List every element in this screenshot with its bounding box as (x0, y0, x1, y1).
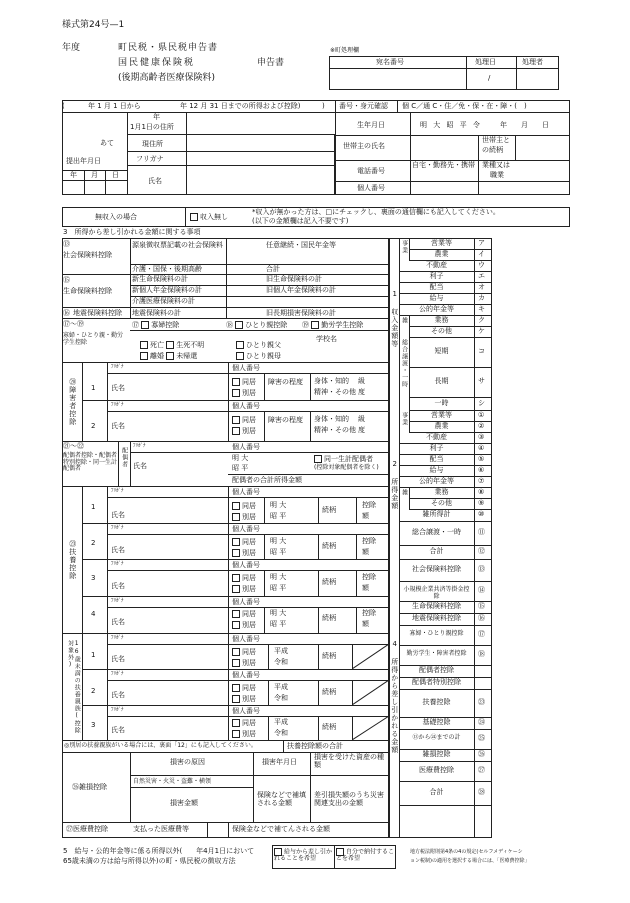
row-number: ③ (478, 432, 485, 441)
row-divider (409, 397, 492, 398)
title-line2b: 申告書 (257, 58, 285, 68)
nendo-label: 年度 (62, 43, 81, 53)
shotoku-row: 配当 (429, 454, 444, 463)
row-divider (399, 559, 492, 560)
school-label: 学校名 (316, 335, 337, 343)
row-number: ケ (478, 326, 485, 335)
income-row: その他 (431, 326, 452, 335)
shotoku-row: 営業等 (431, 410, 452, 419)
income-row: 配当 (429, 282, 444, 291)
row-number: カ (478, 293, 485, 302)
deduction-row: 配偶者控除 (419, 666, 454, 674)
footer-s5: 5 給与・公的年金等に係る所得以外( 年4月1日において (63, 847, 255, 855)
address-field[interactable] (186, 134, 335, 195)
disability-label: ⑳障害者控除 (68, 378, 77, 426)
section2-label: 2 所得金額 (390, 460, 399, 510)
row-number: ⑮ (478, 602, 485, 610)
title-line3: (後期高齢者医療保険料) (118, 73, 216, 83)
income-row: 短期 (434, 347, 449, 355)
name-label: 氏名 (148, 177, 162, 185)
income-row: 業務 (434, 315, 449, 324)
period-to: 年 12 月 31 日までの所得および控除) (180, 102, 301, 110)
row-number: ⑫ (478, 547, 485, 555)
row-number: ⑧ (478, 487, 485, 496)
income-row: 公的年金等 (419, 304, 454, 313)
income-row: 営業等 (431, 238, 452, 247)
shotoku-row: 公的年金等 (419, 476, 454, 485)
row-divider (409, 337, 492, 338)
row-number: ア (478, 238, 485, 247)
deduction-row: 配偶者特別控除 (412, 678, 461, 686)
no-income-label: 無収入の場合 (95, 213, 137, 221)
current-address-label: 現住所 (142, 140, 163, 148)
proc-person-label: 処理者 (522, 58, 543, 66)
strike-diagonal (352, 680, 389, 705)
phone-type: 自宅・勤務先・携帯 (412, 161, 475, 169)
row-number: ⑯ (478, 614, 485, 622)
period-from: 年 1 月 1 日から (88, 102, 141, 110)
deduction-row: 勤労学生・障害者控除 (406, 650, 467, 657)
to-label: あて (100, 139, 114, 147)
dependent-total-label: 扶養控除額の合計 (287, 742, 343, 750)
row-divider (409, 367, 492, 368)
row-divider (399, 761, 492, 762)
row-divider (399, 545, 492, 546)
row-number: エ (478, 271, 485, 280)
row-number: ② (478, 421, 485, 430)
row-divider (399, 625, 492, 626)
row-number: ㉘ (478, 788, 485, 796)
section1-label: 1 収入金額等 (390, 290, 399, 348)
single-parent-checkbox[interactable] (235, 321, 243, 329)
deduction-row: 社会保険料控除 (412, 565, 461, 573)
footer-right2: ョン税制)の適用を選択する場合には、「医療費控除」 (410, 858, 530, 864)
proc-date-slash: / (488, 74, 491, 82)
income-misc-label: 雑 (400, 317, 408, 324)
row-number: オ (478, 282, 485, 291)
birth-ymd: 年 月 日 (500, 121, 549, 129)
row-number: キ (478, 304, 485, 313)
deduction-row: 合計 (429, 788, 444, 796)
row-number: コ (478, 347, 485, 355)
row-number: ⑱ (478, 650, 485, 658)
dependents-label: ㉓扶養控除 (68, 540, 77, 580)
shotoku-business-label: 事業 (400, 412, 408, 426)
row-number: サ (478, 377, 485, 385)
spouse-label: 配偶者控除・配偶者特別控除・同一生計配偶者 (63, 452, 118, 473)
shotoku-row: その他 (431, 498, 452, 507)
row-divider (399, 689, 492, 690)
row-number: ⑭ (478, 586, 485, 594)
deduction-row: 寡婦・ひとり親控除 (409, 630, 464, 637)
no-income-checkbox[interactable] (190, 213, 198, 221)
section3-title: 3 所得から差し引かれる金額に関する事項 (63, 228, 201, 236)
income-row: 農業 (434, 249, 449, 258)
no-income-note1: *収入が無かった方は、□にチェックし、裏面の通信欄にも記入してください。 (252, 208, 500, 216)
casualty-label: ㉖雑損控除 (72, 783, 107, 791)
row-number: ㉔ (478, 718, 485, 726)
income-row: 一時 (434, 398, 449, 407)
shotoku-row: 利子 (429, 443, 444, 452)
life-ins-label: 生命保険料控除 (63, 287, 112, 295)
deduction-row: 基礎控除 (422, 718, 451, 726)
row-divider (399, 581, 492, 582)
row-number: ㉗ (478, 766, 485, 774)
under16-label: 16歳未満の扶養親族(控除対象外) (66, 640, 81, 734)
shotoku-row: 総合譲渡・一時 (412, 528, 461, 536)
footer-s5b: 65歳未満の方は給与所得以外)の町・県民税の徴収方法 (63, 857, 236, 865)
strike-diagonal (352, 716, 389, 740)
personal-no-label: 個人番号 (357, 184, 385, 192)
phone-label: 電話番号 (357, 167, 385, 175)
row-number: ㉕ (478, 734, 485, 742)
row-number: ウ (478, 260, 485, 269)
row-number: イ (478, 249, 485, 258)
row-number: ⑤ (478, 454, 485, 463)
title-line1: 町民税・県民税申告書 (118, 43, 219, 53)
income-transfer-label: 総合譲渡・一時 (400, 339, 408, 388)
deduction-row: 地震保険料控除 (412, 614, 461, 622)
proc-date-label: 処理日 (475, 58, 496, 66)
row-number: ① (478, 410, 485, 419)
shotoku-row: 給与 (429, 465, 444, 474)
row-divider (399, 521, 492, 522)
row-number: ⑦ (478, 476, 485, 485)
income-business-label: 事業 (400, 240, 408, 254)
row-number: ⑬ (478, 565, 485, 573)
row-number: ㉖ (478, 750, 485, 758)
student-checkbox[interactable] (311, 321, 319, 329)
shotoku-row: 合計 (429, 547, 444, 555)
section4-label: 4 所得から差し引かれる金額 (390, 640, 399, 754)
social-ins-label: 社会保険料控除 (63, 251, 112, 259)
shotoku-row: 農業 (434, 421, 449, 430)
footer-right1: 地方税法附則第4条の4の規定(セルフメディケーシ (410, 849, 523, 855)
row-divider (399, 645, 492, 646)
quake-ins-label: 地震保険料控除 (73, 309, 122, 317)
shotoku-row: 雑所得計 (422, 510, 451, 518)
same-household-spouse-checkbox[interactable] (314, 455, 322, 463)
row-number: ⑪ (478, 528, 485, 536)
head-name-label: 世帯主の氏名 (343, 142, 385, 150)
income-row: 利子 (429, 271, 444, 280)
form-number: 様式第24号—1 (62, 20, 125, 30)
deduction-row: 生命保険料控除 (412, 602, 461, 610)
widow-checkbox[interactable] (141, 321, 149, 329)
row-divider (399, 729, 492, 730)
title-line2a: 国民健康保険税 (118, 58, 196, 68)
no-income-note2: (以下の金額欄は記入不要です) (252, 217, 349, 225)
deduction-row: 医療費控除 (419, 766, 454, 774)
seal-number-label: 宛名番号 (376, 58, 404, 66)
row-divider (399, 805, 492, 806)
income-row: 不動産 (426, 260, 447, 269)
medical-label: ㉗医療費控除 (66, 825, 108, 833)
row-number: ㉓ (478, 698, 485, 706)
deduction-row: 小規模企業共済等掛金控除 (403, 586, 470, 600)
deduction-row: 扶養控除 (422, 698, 451, 706)
widow-block-label: 寡婦・ひとり親・勤労学生控除 (63, 332, 124, 346)
shotoku-row: 業務 (434, 487, 449, 496)
deduction-row: ⑬から㉔までの計 (412, 734, 461, 741)
furigana-label: フリガナ (136, 155, 164, 163)
id-check-label: 番号・身元確認 (339, 102, 388, 110)
dependent-note: ◎別居の扶養親族がいる場合には、裏面「12」にも記入してください。 (64, 742, 257, 749)
row-number: シ (478, 398, 485, 407)
row-number: ⑥ (478, 465, 485, 474)
id-check-options: 個 C／通 C・住／免・保・在・障・( ) (402, 102, 527, 110)
row-number: ④ (478, 443, 485, 452)
row-number: ⑰ (478, 630, 485, 638)
submit-date-label: 提出年月日 (66, 157, 101, 165)
income-row: 給与 (429, 293, 444, 302)
row-number: ⑨ (478, 498, 485, 507)
jan1-address-label: 1月1日の住所 (130, 123, 174, 131)
strike-diagonal (352, 644, 389, 669)
birth-label: 生年月日 (357, 121, 385, 129)
row-number: ⑩ (478, 510, 485, 518)
birth-eras: 明 大 昭 平 令 (420, 121, 482, 129)
office-box-label: ※町処理欄 (330, 47, 360, 54)
shotoku-misc-label: 雑 (400, 489, 408, 496)
shotoku-row: 不動産 (426, 432, 447, 441)
row-number: ク (478, 315, 485, 324)
row-divider (399, 781, 492, 782)
deduction-row: 雑損控除 (422, 750, 451, 758)
income-row: 長期 (434, 377, 449, 385)
